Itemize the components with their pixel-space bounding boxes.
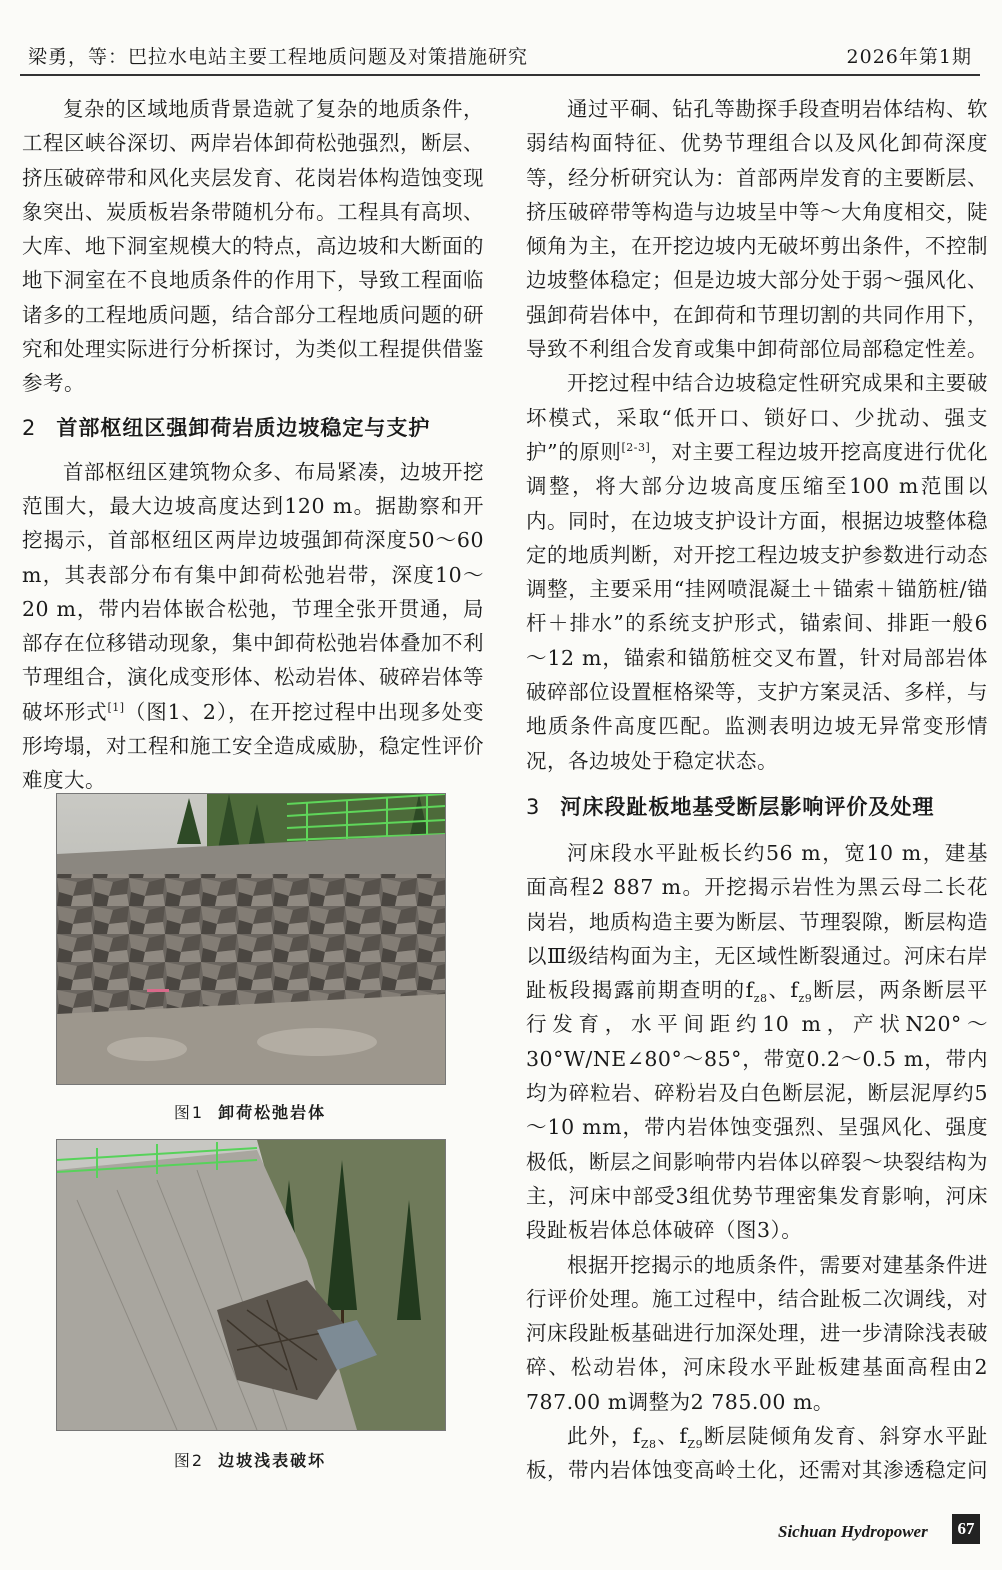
section-2-heading <box>22 411 484 445</box>
header-issue: 2026年第1期 <box>846 46 972 68</box>
fault-subscript-3: Z8 <box>640 1438 657 1452</box>
fault-separator: 、f <box>767 978 799 1003</box>
figure-1-title: 卸荷松弛岩体 <box>218 1103 327 1122</box>
section-2-number: 2 <box>22 415 37 440</box>
figure-2-number: 图2 <box>173 1451 205 1470</box>
figure-1-caption <box>56 1100 444 1123</box>
citation-1[interactable]: [1] <box>107 700 125 714</box>
figure-2-title: 边坡浅表破坏 <box>218 1451 327 1470</box>
section-3-number: 3 <box>526 794 541 819</box>
paragraph-seepage <box>526 1419 988 1488</box>
paragraph-intro: 复杂的区域地质背景造就了复杂的地质条件，工程区峡谷深切、两岸岩体卸荷松弛强烈，断层、挤压破碎带和风化夹层发育、花岗岩体构造蚀变现象突出、炭质板岩条带随机分布。工程具有高坝、大库、地下洞室规模大的特点，高边坡和大断面的地下洞室在不良地质条件的作用下，导致工程面临诸多的工程地质问题，结合部分工程地质问题的研究和处理实际进行分析探讨，为类似工程提供借鉴参考。 <box>22 97 484 396</box>
figure-2-caption <box>56 1448 444 1471</box>
page-number: 67 <box>952 1514 980 1544</box>
paragraph-section-2-text-a: 首部枢纽区建筑物众多、布局紧凑，边坡开挖范围大，最大边坡高度达到120 m。据勘察和开挖揭示，首部枢纽区两岸边坡强卸荷深度50～60 m，其表部分布有集中卸荷松弛岩带，深度10～20 m，带内岩体嵌合松弛，节理全张开贯通，局部存在位移错动现象，集中卸荷松弛岩体叠加不利节理组合，演化成变形体、松动岩体、破碎岩体等破坏形式 <box>22 459 484 724</box>
section-3-title: 河床段趾板地基受断层影响评价及处理 <box>560 794 935 819</box>
header-article-title: 梁勇，等：巴拉水电站主要工程地质问题及对策措施研究 <box>28 46 529 68</box>
paragraph-riverbed-text-b: 断层，两条断层平行发育，水平间距约10 m，产状N20°～30°W/NE∠80°～85°，带宽0.2～0.5 m，带内均为碎粒岩、碎粉岩及白色断层泥，断层泥厚约5～10 mm，带内岩体蚀变强烈、呈强风化、强度极低，断层之间影响带内岩体以碎裂～块裂结构为主，河床中部受3组优势节理密集发育影响，河床段趾板岩体总体破碎（图3）。 <box>526 978 988 1243</box>
running-header <box>20 40 980 76</box>
paragraph-seepage-text-b: 断层陡倾角发育、斜穿水平趾板，带内岩体蚀变高岭土化，还需对其渗透稳定问 <box>526 1423 988 1483</box>
paragraph-treatment: 根据开挖揭示的地质条件，需要对建基条件进行评价处理。施工过程中，结合趾板二次调线，对河床段趾板基础进行加深处理，进一步清除浅表破碎、松动岩体，河床段水平趾板建基面高程由2 787.00 m调整为2 785.00 m。 <box>526 1252 988 1414</box>
paragraph-riverbed-fault <box>526 836 988 1248</box>
paragraph-section-2 <box>22 455 484 798</box>
figure-1-number: 图1 <box>173 1103 205 1122</box>
paragraph-excavation <box>526 366 988 778</box>
paragraph-excavation-text-a: 开挖过程中结合边坡稳定性研究成果和主要破坏模式，采取“低开口、锁好口、少扰动、强支护”的原则 <box>526 371 988 464</box>
figure-1-photo <box>56 793 446 1085</box>
section-2-title: 首部枢纽区强卸荷岩质边坡稳定与支护 <box>56 415 431 440</box>
fault-subscript-4: Z9 <box>687 1438 704 1452</box>
citation-2-3[interactable]: [2-3] <box>621 441 651 455</box>
figure-2-photo <box>56 1139 446 1431</box>
fault-subscript-1: z8 <box>753 992 768 1006</box>
left-column <box>22 92 484 798</box>
fault-separator-2: 、f <box>656 1423 688 1448</box>
figure-2-image <box>57 1140 445 1430</box>
paragraph-section-2-text-b: （图1、2），在开挖过程中出现多处变形垮塌，对工程和施工安全造成威胁，稳定性评价难度大。 <box>22 699 484 793</box>
fault-subscript-2: z9 <box>798 992 813 1006</box>
figure-1-image <box>57 794 445 1084</box>
journal-name: Sichuan Hydropower <box>778 1522 928 1541</box>
section-3-heading <box>526 790 988 824</box>
paragraph-riverbed-text-a: 河床段水平趾板长约56 m，宽10 m，建基面高程2 887 m。开挖揭示岩性为黑云母二长花岗岩，地质构造主要为断层、节理裂隙，断层构造以Ⅲ级结构面为主，无区域性断裂通过。河床右岸趾板段揭露前期查明的f <box>526 840 988 1003</box>
paragraph-seepage-text-a: 此外，f <box>567 1423 641 1448</box>
paragraph-exploration: 通过平硐、钻孔等勘探手段查明岩体结构、软弱结构面特征、优势节理组合以及风化卸荷深度等，经分析研究认为：首部两岸发育的主要断层、挤压破碎带等构造与边坡呈中等～大角度相交，陡倾角为主，在开挖边坡内无破坏剪出条件，不控制边坡整体稳定；但是边坡大部分处于弱～强风化、强卸荷岩体中，在卸荷和节理切割的共同作用下，导致不利组合发育或集中卸荷部位局部稳定性差。 <box>526 97 988 362</box>
right-column <box>526 92 988 1488</box>
paragraph-excavation-text-b: ，对主要工程边坡开挖高度进行优化调整，将大部分边坡高度压缩至100 m范围以内。同时，在边坡支护设计方面，根据边坡整体稳定的地质判断，对开挖工程边坡支护参数进行动态调整，主要采用“挂网喷混凝土＋锚索＋锚筋桩/锚杆＋排水”的系统支护形式，锚索间、排距一般6～12 m，锚索和锚筋桩交叉布置，针对局部岩体破碎部位设置框格梁等，支护方案灵活、多样，与地质条件高度匹配。监测表明边坡无异常变形情况，各边坡处于稳定状态。 <box>526 439 989 773</box>
